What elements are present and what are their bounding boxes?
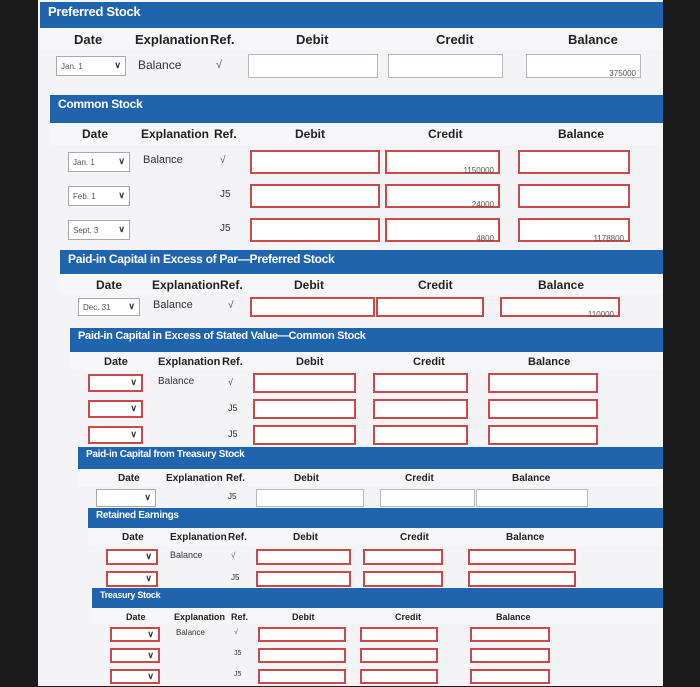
ledger-row [38,179,663,213]
explanation-text: Balance [143,154,183,166]
explanation-text: Balance [170,550,203,560]
ledger-section [38,2,663,82]
debit-input[interactable] [250,150,380,174]
column-header-credit: Credit [395,612,422,622]
ledger-row [38,645,663,666]
ledger-section [38,250,663,320]
chevron-down-icon: ∨ [147,649,154,660]
ledger-row [38,294,663,320]
column-header-debit: Debit [293,532,318,543]
ledger-row [38,50,663,82]
date-value: Feb. 1 [73,192,96,201]
balance-input[interactable] [476,489,588,507]
date-value: Dec. 31 [83,303,111,312]
column-header-ref: Ref. [231,612,249,622]
ledger-row [38,568,663,590]
ref-text: J5 [220,223,231,234]
ref-text: J5 [220,189,231,200]
column-header-credit: Credit [436,32,474,47]
column-header-explanation: Explanation [158,356,221,368]
date-select[interactable] [88,374,143,392]
ledger-section [38,508,663,590]
column-header-date: Date [126,612,146,622]
column-header-date: Date [82,127,109,141]
date-value: Sept. 3 [73,226,99,235]
debit-input[interactable] [248,54,378,78]
checkmark-icon: √ [231,551,236,560]
chevron-down-icon: ∨ [118,224,125,234]
column-header-ref: Ref. [210,32,235,47]
date-select[interactable] [78,298,140,316]
column-header-credit: Credit [405,473,434,484]
column-header-ref: Ref. [214,127,237,141]
column-header-credit: Credit [413,356,445,368]
balance-input[interactable] [518,184,630,208]
chevron-down-icon: ∨ [147,628,154,639]
date-select[interactable] [96,489,156,507]
credit-input[interactable] [360,669,438,684]
balance-input[interactable] [470,627,550,642]
date-select[interactable] [68,152,130,172]
ledger-row [38,422,663,448]
credit-input[interactable] [373,399,468,419]
ledger-section [38,447,663,509]
ledger-title: Common Stock [50,95,663,123]
column-header-balance: Balance [506,532,545,543]
column-header-ref: Ref. [220,278,243,292]
credit-input[interactable] [388,54,503,78]
column-header-date: Date [96,278,123,292]
date-select[interactable] [106,571,158,587]
ledger-title: Paid-in Capital in Excess of Par—Preferred Stock [60,250,663,274]
debit-input[interactable] [258,627,346,642]
credit-input[interactable] [363,549,443,565]
balance-input[interactable] [468,549,576,565]
debit-input[interactable] [258,648,346,663]
column-header-ref: Ref. [222,356,243,368]
ledger-row [38,666,663,687]
checkmark-icon: √ [228,300,234,311]
balance-input[interactable] [468,571,576,587]
column-header-ref: Ref. [226,473,245,484]
chevron-down-icon: ∨ [128,301,135,312]
checkmark-icon: √ [216,58,223,71]
debit-input[interactable] [256,489,364,507]
chevron-down-icon: ∨ [130,429,137,440]
column-header-row [92,608,663,624]
chevron-down-icon: ∨ [145,551,152,562]
column-header-debit: Debit [294,278,324,292]
column-header-explanation: Explanation [166,473,223,484]
column-header-row [88,528,663,546]
chevron-down-icon: ∨ [114,60,121,70]
debit-input[interactable] [258,669,346,684]
ref-text: J5 [228,492,237,501]
date-select[interactable] [110,648,160,663]
column-header-debit: Debit [296,32,329,47]
date-select[interactable] [88,400,143,418]
balance-input[interactable] [488,399,598,419]
balance-input[interactable] [518,150,630,174]
credit-input[interactable] [360,627,438,642]
checkmark-icon: √ [228,376,233,387]
debit-input[interactable] [253,399,356,419]
column-header-date: Date [104,356,128,368]
balance-input[interactable] [488,425,598,445]
column-header-explanation: Explanation [141,127,210,141]
explanation-text: Balance [138,57,182,72]
column-header-ref: Ref. [228,532,247,543]
column-header-row [78,469,663,487]
column-header-balance: Balance [568,32,618,47]
column-header-explanation: Explanation [152,278,221,292]
ledger-section [38,95,663,247]
debit-input[interactable] [253,425,356,445]
balance-input[interactable]: 110000 [500,297,620,317]
credit-input[interactable]: 4800 [385,218,500,242]
debit-input[interactable] [253,373,356,393]
ref-text: J5 [228,428,238,439]
column-header-credit: Credit [418,278,453,292]
checkmark-icon: √ [220,155,226,166]
ledger-row [38,396,663,422]
checkmark-icon: √ [234,629,238,636]
column-header-debit: Debit [295,127,325,141]
credit-input[interactable] [373,425,468,445]
date-select[interactable] [68,186,130,206]
credit-input[interactable]: 24000 [385,184,500,208]
explanation-text: Balance [153,299,193,311]
date-select[interactable] [110,627,160,642]
column-header-date: Date [118,473,140,484]
ledger-row [38,213,663,247]
ledger-row [38,546,663,568]
balance-input[interactable] [470,648,550,663]
column-header-row [60,274,663,294]
column-header-date: Date [74,32,103,47]
date-select[interactable] [68,220,130,240]
ledger-section [38,588,663,687]
column-header-row [50,123,663,145]
ledger-row [38,145,663,179]
date-value: Jan. 1 [61,62,83,71]
column-header-balance: Balance [558,127,605,141]
credit-input[interactable] [373,373,468,393]
credit-input[interactable] [376,297,484,317]
balance-input[interactable]: 375000 [526,54,641,78]
chevron-down-icon: ∨ [130,377,137,388]
chevron-down-icon: ∨ [144,492,151,503]
debit-input[interactable] [250,184,380,208]
ledger-section [38,328,663,448]
chevron-down-icon: ∨ [145,573,152,584]
column-header-balance: Balance [512,473,551,484]
date-value: Jan. 1 [73,158,95,167]
column-header-debit: Debit [294,473,319,484]
column-header-credit: Credit [428,127,463,141]
ref-text: J5 [228,402,238,413]
date-select[interactable] [106,549,158,565]
column-header-debit: Debit [292,612,315,622]
chevron-down-icon: ∨ [147,670,154,681]
column-header-credit: Credit [400,532,429,543]
chevron-down-icon: ∨ [118,156,125,166]
column-header-balance: Balance [496,612,531,622]
ledger-title: Paid-in Capital from Treasury Stock [78,447,663,469]
debit-input[interactable] [256,571,351,587]
debit-input[interactable] [250,297,375,317]
ref-text: J5 [234,671,242,678]
balance-input[interactable]: 1178800 [518,218,630,242]
ledger-row [38,487,663,509]
date-select[interactable] [110,669,160,684]
column-header-debit: Debit [296,356,324,368]
date-select[interactable] [56,56,126,76]
column-header-date: Date [122,532,144,543]
ledger-title: Retained Earnings [88,508,663,528]
column-header-row [40,28,663,50]
credit-input[interactable] [380,489,475,507]
credit-input[interactable] [360,648,438,663]
ledger-sheet [38,0,663,686]
chevron-down-icon: ∨ [118,190,125,200]
ledger-row [38,624,663,645]
debit-input[interactable] [250,218,380,242]
ledger-title: Preferred Stock [40,2,663,28]
column-header-explanation: Explanation [174,612,226,622]
explanation-text: Balance [158,375,195,387]
column-header-row [70,352,663,370]
credit-input[interactable]: 1150000 [385,150,500,174]
column-header-explanation: Explanation [135,32,209,47]
credit-input[interactable] [363,571,443,587]
balance-input[interactable] [488,373,598,393]
ref-text: J5 [231,573,240,582]
explanation-text: Balance [176,628,205,637]
ref-text: J5 [234,650,242,657]
date-select[interactable] [88,426,143,444]
ledger-title: Treasury Stock [92,588,663,608]
ledger-title: Paid-in Capital in Excess of Stated Value—Common Stock [70,328,663,352]
column-header-balance: Balance [528,356,571,368]
ledger-row [38,370,663,396]
debit-input[interactable] [256,549,351,565]
column-header-balance: Balance [538,278,585,292]
column-header-explanation: Explanation [170,532,227,543]
balance-input[interactable] [470,669,550,684]
chevron-down-icon: ∨ [130,403,137,414]
